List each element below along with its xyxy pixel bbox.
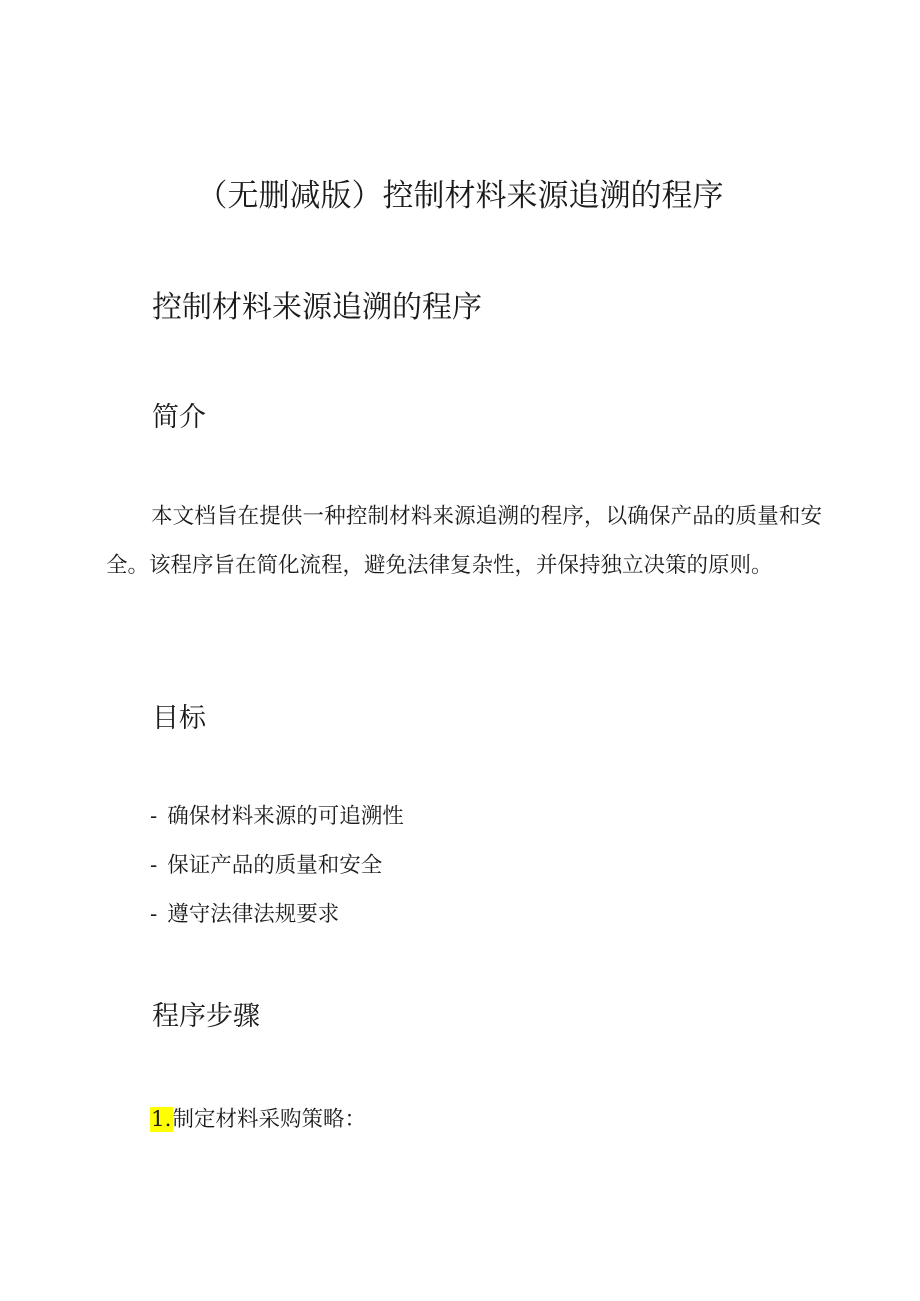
list-item	[150, 841, 404, 890]
section-heading-goals: 目标	[152, 703, 206, 734]
list-dash: -	[150, 853, 158, 878]
document-title: （无删减版）控制材料来源追溯的程序	[196, 178, 724, 214]
section-heading-intro: 简介	[152, 402, 206, 433]
main-heading: 控制材料来源追溯的程序	[152, 290, 482, 325]
goals-list	[150, 792, 404, 939]
list-item	[150, 890, 404, 939]
goal-text: 确保材料来源的可追溯性	[167, 804, 404, 829]
goal-text: 遵守法律法规要求	[167, 902, 340, 927]
list-dash: -	[150, 902, 158, 927]
section-heading-steps: 程序步骤	[152, 1001, 260, 1032]
intro-paragraph: 本文档旨在提供一种控制材料来源追溯的程序，以确保产品的质量和安全。该程序旨在简化流程，避免法律复杂性，并保持独立决策的原则。	[106, 504, 822, 578]
step-item	[150, 1102, 366, 1138]
step-number: 1.	[151, 1107, 172, 1132]
step-text: 制定材料采购策略：	[172, 1107, 367, 1132]
list-item	[150, 792, 404, 841]
goal-text: 保证产品的质量和安全	[167, 853, 383, 878]
list-dash: -	[150, 804, 158, 829]
